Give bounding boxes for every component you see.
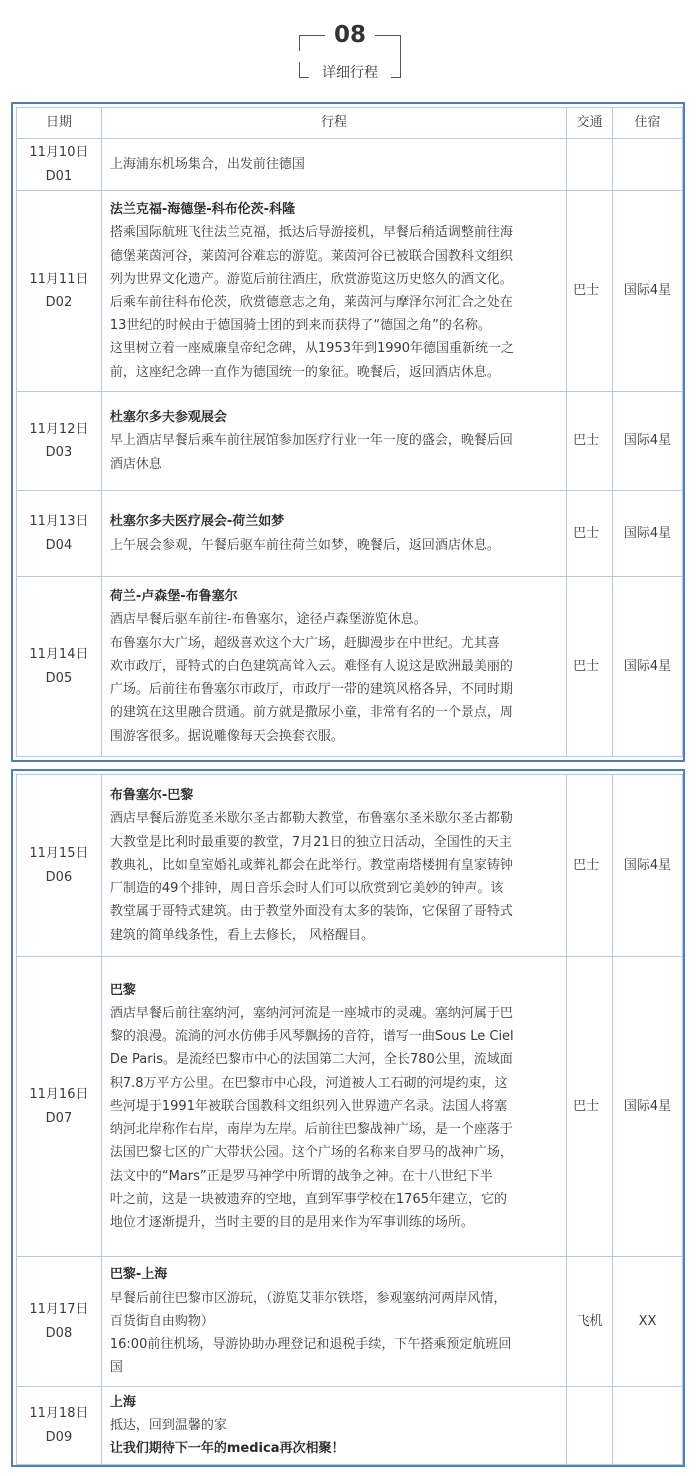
- plan-line: 些河堤于1991年被联合国教科文组织列入世界遗产名录。法国人将塞: [109, 1098, 507, 1114]
- day-cell: [17, 577, 102, 757]
- itinerary-table-1: [11, 102, 685, 762]
- date-label: 11月10日: [29, 145, 89, 161]
- plan-title: 巴黎-上海: [109, 1267, 168, 1283]
- plan-title: 杜塞尔多夫医疗展会-荷兰如梦: [109, 514, 285, 530]
- section-number: 08: [333, 22, 366, 48]
- date-label: 11月11日: [29, 271, 89, 287]
- plan-line: 上午展会参观，午餐后驱车前往荷兰如梦，晚餐后，返回酒店休息。: [109, 537, 500, 553]
- day-cell: [17, 491, 102, 577]
- transport-cell: 巴士: [567, 577, 613, 757]
- table-row: [17, 957, 683, 1257]
- day-cell: [17, 392, 102, 491]
- header-transport: 交通: [567, 108, 613, 139]
- day-label: D05: [45, 670, 73, 686]
- plan-line: 16:00前往机场，导游协助办理登记和退税手续，下午搭乘预定航班回: [109, 1337, 512, 1353]
- plan-line: 这里树立着一座威廉皇帝纪念碑，从1953年到1990年德国重新统一之: [109, 341, 515, 357]
- table-row: [17, 1387, 683, 1465]
- hotel-cell: 国际4星: [613, 775, 683, 957]
- hotel-cell: [613, 1387, 683, 1465]
- itinerary-table-2: [11, 769, 685, 1467]
- plan-title: 上海: [109, 1394, 136, 1410]
- plan-line: 欢市政厅，哥特式的白色建筑高耸入云。难怪有人说这是欧洲最美丽的: [109, 658, 513, 674]
- plan-line: 酒店早餐后游览圣米歇尔圣古都勒大教堂，布鲁塞尔圣米歇尔圣古都勒: [109, 811, 513, 827]
- plan-cell: [101, 139, 566, 191]
- transport-cell: 巴士: [567, 957, 613, 1257]
- transport-cell: [567, 139, 613, 191]
- plan-line: 早上酒店早餐后乘车前往展馆参加医疗行业一年一度的盛会，晚餐后回: [109, 433, 513, 449]
- hotel-cell: 国际4星: [613, 491, 683, 577]
- plan-line: 围游客很多。据说雕像每天会换套衣服。: [109, 728, 344, 744]
- table-row: [17, 577, 683, 757]
- plan-line: 叶之前，这是一块被遗弃的空地，直到军事学校在1765年建立，它的: [109, 1191, 507, 1207]
- plan-cell: [101, 957, 566, 1257]
- table-row: [17, 775, 683, 957]
- plan-title: 布鲁塞尔-巴黎: [109, 788, 194, 804]
- header-hotel: 住宿: [613, 108, 683, 139]
- table-row: [17, 139, 683, 191]
- itinerary-table-2-grid: [16, 774, 683, 1465]
- day-cell: [17, 775, 102, 957]
- plan-title: 荷兰-卢森堡-布鲁塞尔: [109, 589, 238, 605]
- plan-cell: [101, 191, 566, 392]
- plan-title: 杜塞尔多夫参观展会: [109, 410, 227, 426]
- itinerary-table-1-grid: [16, 107, 683, 757]
- header-plan: 行程: [101, 108, 566, 139]
- date-label: 11月14日: [29, 647, 89, 663]
- date-label: 11月16日: [29, 1087, 89, 1103]
- plan-line: 早餐后前往巴黎市区游玩，（游览艾菲尔铁塔，参观塞纳河两岸风情，: [109, 1290, 507, 1306]
- transport-cell: [567, 1387, 613, 1465]
- hotel-cell: 国际4星: [613, 577, 683, 757]
- day-cell: [17, 1257, 102, 1387]
- plan-line: 酒店早餐后驱车前往-布鲁塞尔，途径卢森堡游览休息。: [109, 612, 427, 628]
- section-title: 详细行程: [322, 65, 378, 81]
- table-header-row: [17, 108, 683, 139]
- day-label: D08: [45, 1325, 73, 1341]
- plan-line: 教堂属于哥特式建筑。由于教堂外面没有太多的装饰，它保留了哥特式: [109, 904, 513, 920]
- plan-line: De Paris。是流经巴黎市中心的法国第二大河，全长780公里，流域面: [109, 1052, 513, 1068]
- plan-line: 前，这座纪念碑一直作为德国统一的象征。晚餐后，返回酒店休息。: [109, 364, 500, 380]
- plan-line: 国: [109, 1360, 123, 1376]
- day-cell: [17, 1387, 102, 1465]
- plan-cell: [101, 392, 566, 491]
- day-label: D03: [45, 445, 73, 460]
- hotel-cell: 国际4星: [613, 392, 683, 491]
- closing-line: 让我们期待下一年的medica再次相聚！: [109, 1441, 345, 1457]
- plan-line: 百货街自由购物）: [109, 1313, 214, 1329]
- plan-line: 纳河北岸称作右岸，南岸为左岸。后前往巴黎战神广场，是一个座落于: [109, 1122, 513, 1138]
- plan-title: 巴黎: [109, 982, 136, 998]
- plan-line: 上海浦东机场集合，出发前往德国: [109, 156, 305, 172]
- plan-line: 地位才逐渐提升，当时主要的目的是用来作为军事训练的场所。: [109, 1214, 474, 1230]
- plan-title: 法兰克福-海德堡-科布伦茨-科隆: [109, 202, 296, 218]
- plan-line: 广场。后前往布鲁塞尔市政厅，市政厅一带的建筑风格各异，不同时期: [109, 682, 513, 698]
- transport-cell: 巴士: [567, 392, 613, 491]
- plan-line: 法文中的“Mars”正是罗马神学中所谓的战争之神。在十八世纪下半: [109, 1168, 493, 1184]
- plan-line: 法国巴黎七区的广大带状公园。这个广场的名称来自罗马的战神广场，: [109, 1145, 513, 1161]
- plan-line: 酒店休息: [109, 456, 162, 472]
- plan-cell: [101, 775, 566, 957]
- day-label: D02: [45, 295, 73, 310]
- day-label: D06: [45, 869, 73, 885]
- plan-cell: [101, 577, 566, 757]
- plan-line: 教典礼，比如皇室婚礼或葬礼都会在此举行。教堂南塔楼拥有皇家铸钟: [109, 857, 513, 873]
- plan-line: 大教堂是比利时最重要的教堂，7月21日的独立日活动，全国性的天主: [109, 834, 512, 850]
- plan-line: 列为世界文化遗产。游览后前往酒庄，欣赏游览这历史悠久的酒文化。: [109, 271, 513, 287]
- plan-line: 布鲁塞尔大广场，超级喜欢这个大广场，赶脚漫步在中世纪。尤其喜: [109, 635, 500, 651]
- plan-line: 厂制造的49个排钟，周日音乐会时人们可以欣赏到它美妙的钟声。该: [109, 881, 504, 897]
- date-label: 11月13日: [29, 514, 89, 530]
- table-row: [17, 191, 683, 392]
- hotel-cell: 国际4星: [613, 957, 683, 1257]
- day-cell: [17, 191, 102, 392]
- section-badge: [299, 22, 401, 80]
- plan-line: 的建筑在这里融合贯通。前方就是撒尿小童，非常有名的一个景点，周: [109, 705, 513, 721]
- plan-line: 13世纪的时候由于德国骑士团的到来而获得了“德国之角”的名称。: [109, 318, 491, 334]
- plan-line: 建筑的简单线条性，看上去修长， 风格醒目。: [109, 927, 375, 943]
- day-label: D09: [45, 1429, 73, 1445]
- date-label: 11月12日: [29, 421, 89, 437]
- table-row: [17, 491, 683, 577]
- hotel-cell: [613, 139, 683, 191]
- plan-cell: [101, 1387, 566, 1465]
- plan-line: 黎的浪漫。流淌的河水仿佛手风琴飘扬的音符，谱写一曲Sous Le Ciel: [109, 1029, 514, 1045]
- day-label: D07: [45, 1110, 73, 1126]
- date-label: 11月18日: [29, 1406, 89, 1422]
- header-date: 日期: [17, 108, 102, 139]
- hotel-cell: XX: [613, 1257, 683, 1387]
- transport-cell: 巴士: [567, 491, 613, 577]
- table-row: [17, 1257, 683, 1387]
- day-label: D04: [45, 537, 73, 553]
- transport-cell: 巴士: [567, 191, 613, 392]
- date-label: 11月17日: [29, 1302, 89, 1318]
- plan-line: 德堡莱茵河谷，莱茵河谷难忘的游览。莱茵河谷已被联合国教科文组织: [109, 248, 513, 264]
- day-cell: [17, 139, 102, 191]
- plan-line: 后乘车前往科布伦茨，欣赏德意志之角，莱茵河与摩泽尔河汇合之处在: [109, 295, 513, 310]
- hotel-cell: 国际4星: [613, 191, 683, 392]
- day-label: D01: [45, 168, 73, 184]
- plan-cell: [101, 1257, 566, 1387]
- transport-cell: 巴士: [567, 775, 613, 957]
- date-label: 11月15日: [29, 846, 89, 862]
- plan-line: 抵达，回到温馨的家: [109, 1417, 227, 1433]
- table-row: [17, 392, 683, 491]
- plan-cell: [101, 491, 566, 577]
- day-cell: [17, 957, 102, 1257]
- plan-line: 积7.8万平方公里。在巴黎市中心段，河道被人工石砌的河堤约束，这: [109, 1075, 508, 1091]
- plan-line: 酒店早餐后前往塞纳河，塞纳河河流是一座城市的灵魂。塞纳河属于巴: [109, 1006, 513, 1022]
- plan-line: 搭乘国际航班飞往法兰克福，抵达后导游接机，早餐后稍适调整前往海: [109, 225, 513, 241]
- transport-cell: 飞机: [567, 1257, 613, 1387]
